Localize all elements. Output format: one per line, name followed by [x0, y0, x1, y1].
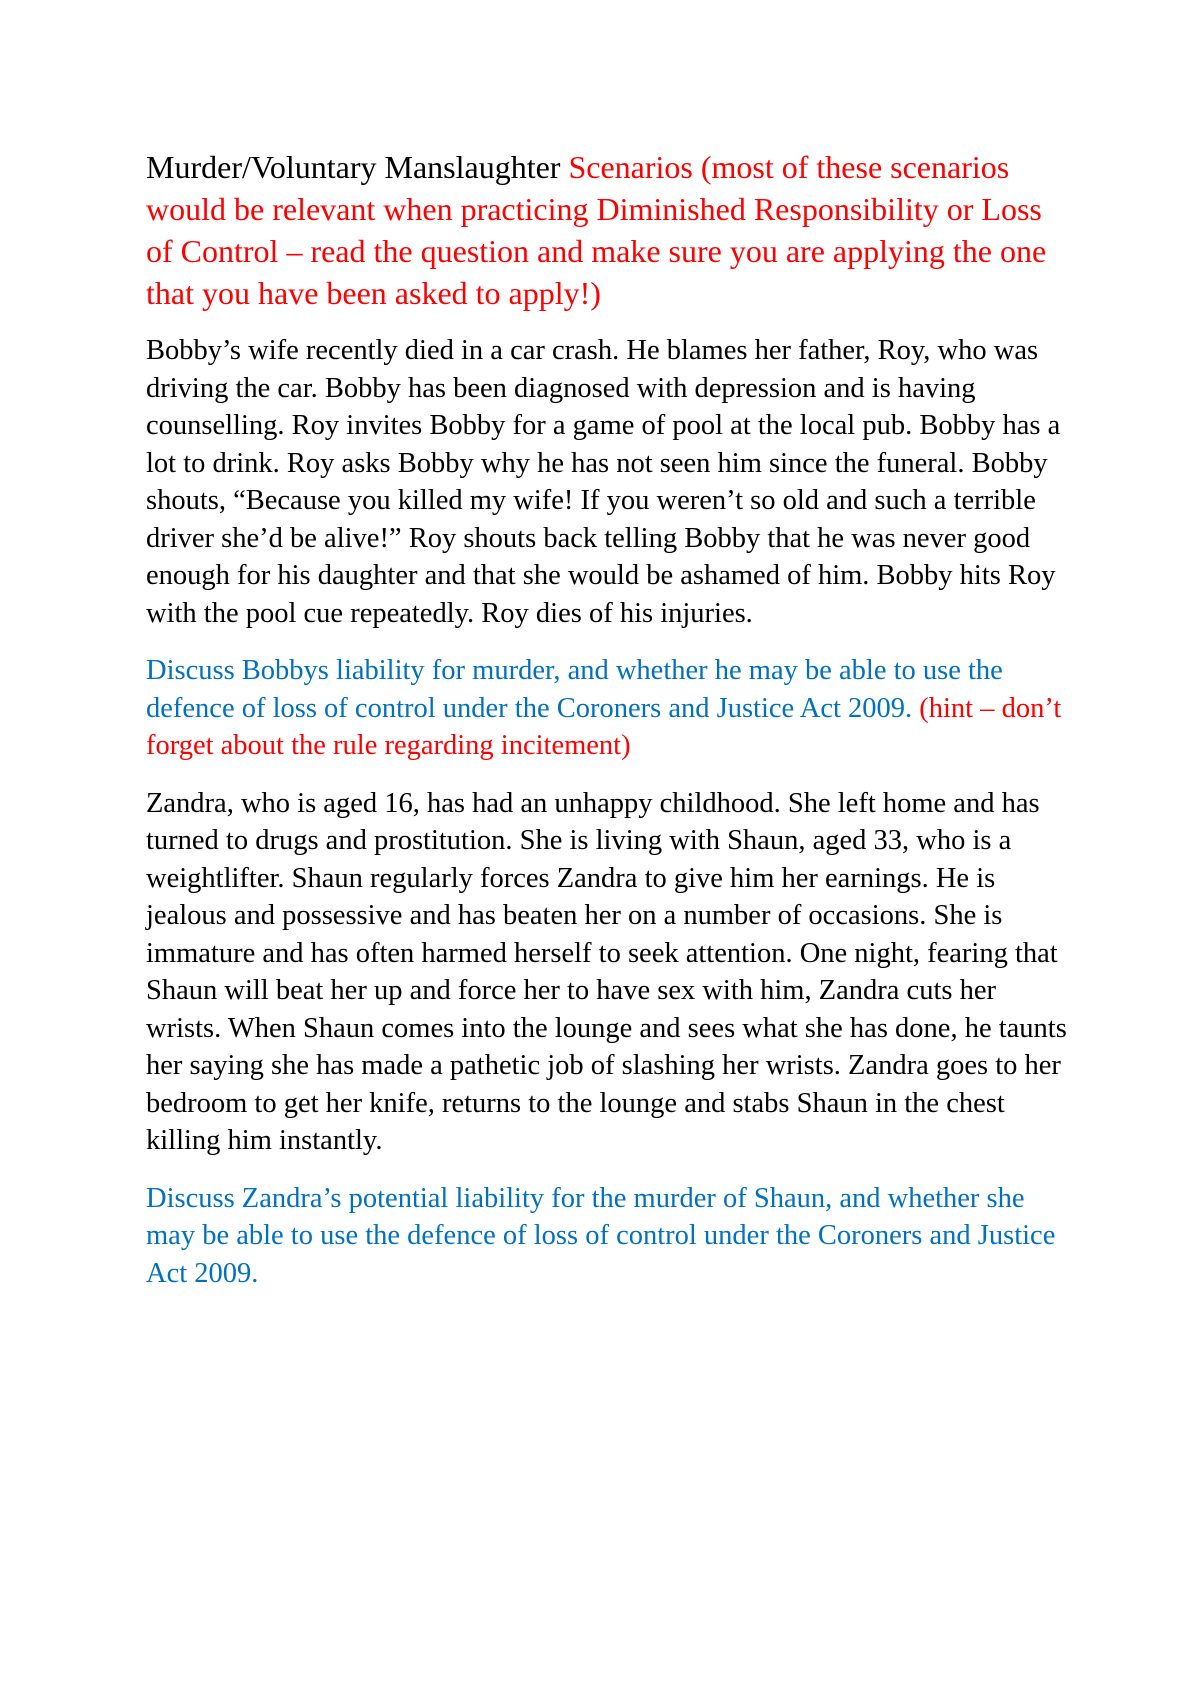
document-title — [146, 146, 1076, 314]
question-bobby-text: Discuss Bobbys liability for murder, and whether he may be able to use the defence of loss of control under the Coroners and Justice Act 2009. — [146, 655, 1003, 724]
scenario-bobby: Bobby’s wife recently died in a car crash. He blames her father, Roy, who was driving the car. Bobby has been diagnosed with depression and is having counselling. Roy invites Bobby for a game of pool at the local pub. Bobby has a lot to drink. Roy asks Bobby why he has not seen him since the funeral. Bobby shouts, “Because you killed my wife! If you weren’t so old and such a terrible driver she’d be alive!” Roy shouts back telling Bobby that he was never good enough for his daughter and that she would be ashamed of him. Bobby hits Roy with the pool cue repeatedly. Roy dies of his injuries. — [146, 335, 1061, 629]
question-bobby — [146, 652, 1076, 765]
scenario-zandra: Zandra, who is aged 16, has had an unhappy childhood. She left home and has turned to drugs and prostitution. She is living with Shaun, aged 33, who is a weightlifter. Shaun regularly forces Zandra to give him her earnings. He is jealous and possessive and has beaten her on a number of occasions. She is immature and has often harmed herself to seek attention. One night, fearing that Shaun will beat her up and force her to have sex with him, Zandra cuts her wrists. When Shaun comes into the lounge and sees what she has done, he taunts her saying she has made a pathetic job of slashing her wrists. Zandra goes to her bedroom to get her knife, returns to the lounge and stabs Shaun in the chest killing him instantly. — [146, 787, 1067, 1156]
title-instructions: Scenarios (most of these scenarios would be relevant when practicing Diminished Responsibility or Loss of Control – read the question and make sure you are applying the one that you have been asked to apply!) — [146, 149, 1047, 311]
question-bobby-hint: (hint – don’t forget about the rule regarding incitement) — [146, 692, 1062, 761]
document-page — [146, 146, 1076, 1312]
title-main: Murder/Voluntary Manslaughter — [146, 149, 561, 185]
question-zandra: Discuss Zandra’s potential liability for the murder of Shaun, and whether she may be able to use the defence of loss of control under the Coroners and Justice Act 2009. — [146, 1182, 1056, 1289]
